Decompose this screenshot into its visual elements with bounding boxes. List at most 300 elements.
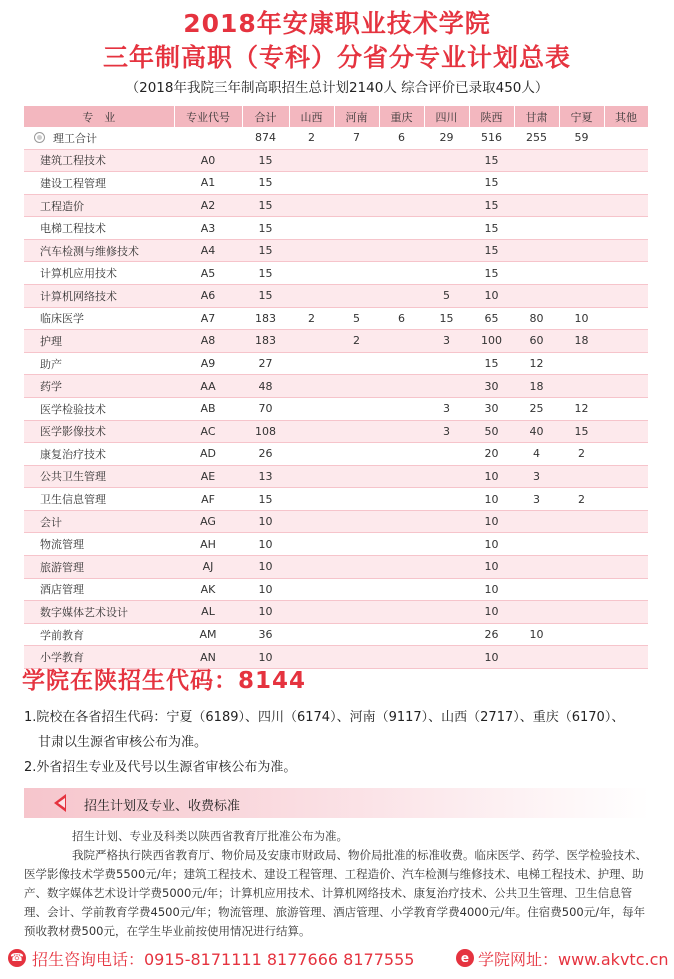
major-name-cell: 工程造价 [24,194,174,217]
major-name-cell: 临床医学 [24,307,174,330]
table-cell [289,420,334,443]
table-cell [379,555,424,578]
major-name-cell: 助产 [24,352,174,375]
table-cell [334,510,379,533]
table-cell [379,172,424,195]
table-cell [559,578,604,601]
table-cell [289,623,334,646]
table-cell: 10 [242,601,289,624]
table-row [24,601,648,624]
table-cell: 80 [514,307,559,330]
table-cell [379,262,424,285]
table-cell [514,601,559,624]
table-cell: 15 [469,217,514,240]
table-cell: 15 [242,488,289,511]
table-cell [289,262,334,285]
table-cell [424,488,469,511]
table-cell [559,623,604,646]
column-header: 甘肃 [514,106,559,127]
table-cell [604,646,648,669]
table-cell [289,465,334,488]
page-subtitle: （2018年我院三年制高职招生总计划2140人 综合评价已录取450人） [125,80,549,96]
table-cell [424,623,469,646]
table-cell: 255 [514,127,559,149]
table-row [24,488,648,511]
table-cell [604,217,648,240]
table-cell: 10 [514,623,559,646]
table-cell [424,443,469,466]
section-header-bar [24,788,650,818]
table-cell: 3 [424,397,469,420]
table-cell [289,352,334,375]
table-cell: A4 [174,239,242,262]
table-cell [289,510,334,533]
table-cell: 10 [469,601,514,624]
table-cell [334,397,379,420]
table-cell [334,172,379,195]
table-cell: 3 [424,420,469,443]
table-cell [604,578,648,601]
table-cell [424,465,469,488]
table-cell: 15 [469,239,514,262]
table-cell [379,601,424,624]
table-cell: 10 [469,488,514,511]
table-cell [334,149,379,172]
plan-table [24,106,649,669]
table-cell: 2 [559,488,604,511]
table-cell [334,646,379,669]
phone-icon: ☎ [8,949,26,967]
table-cell [424,555,469,578]
major-name-cell: 药学 [24,375,174,398]
table-cell: 3 [514,488,559,511]
website-link[interactable]: 学院网址：www.akvtc.cn [478,950,669,969]
fee-paragraph-2: 我院严格执行陕西省教育厅、物价局及安康市财政局、物价局批准的标准收费。临床医学、药学、医学检验技术、医学影像技术学费5500元/年；建筑工程技术、建设工程管理、工程造价、汽车检测与维修技术、电梯工程技术、护理、助产、数字媒体艺术设计学费5000元/年；计算机应用技术、计算机网络技术、康复治疗技术、公共卫生管理、卫生信息管理、会计、学前教育学费4500元/年；物流管理、旅游管理、酒店管理、小学教育学费4000元/年。住宿费500元/年，每年预收教材费500元，在学生毕业前按使用情况进行结算。 [24,848,647,938]
table-cell: 59 [559,127,604,149]
table-cell [334,623,379,646]
table-cell [379,330,424,353]
table-cell [379,443,424,466]
table-cell [289,194,334,217]
table-cell: 10 [469,578,514,601]
table-cell [334,217,379,240]
table-cell [604,510,648,533]
column-header: 专 业 [24,106,174,127]
table-cell: 10 [469,285,514,308]
table-cell: AD [174,443,242,466]
table-cell [559,375,604,398]
table-cell: 5 [424,285,469,308]
table-cell [514,533,559,556]
table-cell: 26 [469,623,514,646]
table-cell [604,127,648,149]
table-cell [604,307,648,330]
table-cell [604,397,648,420]
major-name-cell: 卫生信息管理 [24,488,174,511]
table-cell [559,510,604,533]
total-row [24,127,648,149]
table-cell [559,149,604,172]
table-cell [289,330,334,353]
table-cell [604,465,648,488]
table-cell [334,488,379,511]
table-cell: 25 [514,397,559,420]
table-cell: A8 [174,330,242,353]
table-cell [289,488,334,511]
table-cell [424,375,469,398]
table-cell [604,262,648,285]
table-cell: A5 [174,262,242,285]
table-cell [604,601,648,624]
table-cell: 26 [242,443,289,466]
major-name-cell: 电梯工程技术 [24,217,174,240]
table-row [24,533,648,556]
table-cell [514,646,559,669]
table-cell [514,149,559,172]
table-cell [379,239,424,262]
table-cell: 183 [242,330,289,353]
column-header: 山西 [289,106,334,127]
web-icon: e [456,949,474,967]
table-cell: AA [174,375,242,398]
table-cell [334,465,379,488]
table-cell [514,194,559,217]
radio-icon [34,132,45,143]
table-cell: AE [174,465,242,488]
table-cell [334,239,379,262]
table-cell [424,533,469,556]
table-cell [289,443,334,466]
table-cell [604,555,648,578]
table-cell [604,375,648,398]
table-cell [424,646,469,669]
table-cell: AF [174,488,242,511]
table-cell [334,443,379,466]
table-cell [604,239,648,262]
table-cell: 10 [242,578,289,601]
table-cell: 18 [559,330,604,353]
major-name-cell: 医学影像技术 [24,420,174,443]
table-cell [424,172,469,195]
table-cell [334,375,379,398]
table-cell [604,285,648,308]
table-cell: 10 [559,307,604,330]
table-cell: 15 [424,307,469,330]
table-cell [289,172,334,195]
table-cell: 7 [334,127,379,149]
table-row [24,262,648,285]
table-cell [379,578,424,601]
table-cell: 15 [469,352,514,375]
page-title-line2: 三年制高职（专科）分省分专业计划总表 [102,43,571,72]
contact-phone: 招生咨询电话：0915-8171111 8177666 8177555 [32,950,415,969]
table-cell: 65 [469,307,514,330]
table-cell [424,194,469,217]
table-row [24,217,648,240]
major-name-cell: 护理 [24,330,174,353]
table-cell [514,510,559,533]
table-cell [334,578,379,601]
table-cell: 15 [242,285,289,308]
table-cell [559,555,604,578]
table-cell: 60 [514,330,559,353]
table-cell [604,149,648,172]
table-cell [424,601,469,624]
table-row [24,623,648,646]
fee-description [24,827,650,941]
table-cell [289,375,334,398]
table-cell: 2 [559,443,604,466]
table-cell: 10 [469,533,514,556]
table-cell: 27 [242,352,289,375]
table-cell [379,533,424,556]
page-title-line1: 2018年安康职业技术学院 [183,9,491,38]
section-title: 招生计划及专业、收费标准 [84,799,241,814]
table-row [24,172,648,195]
table-cell [379,352,424,375]
table-cell [334,262,379,285]
table-cell [379,623,424,646]
fee-paragraph-1: 招生计划、专业及科类以陕西省教育厅批准公布为准。 [72,829,348,843]
table-cell: 2 [334,330,379,353]
table-cell [559,217,604,240]
table-row [24,465,648,488]
table-cell [559,285,604,308]
table-cell [559,239,604,262]
table-cell [604,194,648,217]
table-cell [559,533,604,556]
table-cell: 15 [469,149,514,172]
table-cell: 40 [514,420,559,443]
table-cell: 2 [289,127,334,149]
table-cell [604,488,648,511]
table-cell: A1 [174,172,242,195]
total-label: 理工合计 [53,131,97,145]
table-cell [379,420,424,443]
major-name-cell: 会计 [24,510,174,533]
table-cell [559,194,604,217]
table-cell: 6 [379,307,424,330]
table-cell [289,578,334,601]
table-cell: 2 [289,307,334,330]
table-cell [559,465,604,488]
table-cell: 874 [242,127,289,149]
major-name-cell: 计算机网络技术 [24,285,174,308]
table-cell: 10 [242,533,289,556]
table-cell: AM [174,623,242,646]
major-name-cell: 学前教育 [24,623,174,646]
table-cell: 5 [334,307,379,330]
major-name-cell: 汽车检测与维修技术 [24,239,174,262]
table-cell: 36 [242,623,289,646]
column-header: 四川 [424,106,469,127]
table-cell [604,330,648,353]
table-cell [379,646,424,669]
table-cell: AB [174,397,242,420]
major-name-cell: 旅游管理 [24,555,174,578]
table-cell [604,623,648,646]
table-cell: 516 [469,127,514,149]
major-name-cell: 小学教育 [24,646,174,669]
table-cell [604,533,648,556]
table-cell [604,420,648,443]
table-cell: AK [174,578,242,601]
table-row [24,443,648,466]
table-cell: 13 [242,465,289,488]
table-cell [559,646,604,669]
table-cell [379,465,424,488]
table-cell: A7 [174,307,242,330]
table-cell: 3 [514,465,559,488]
major-name-cell: 康复治疗技术 [24,443,174,466]
table-cell: 10 [469,646,514,669]
major-name-cell: 公共卫生管理 [24,465,174,488]
table-cell [424,217,469,240]
table-cell [604,352,648,375]
table-row [24,352,648,375]
table-cell [514,555,559,578]
column-header: 其他 [604,106,648,127]
table-cell [424,578,469,601]
table-cell [559,601,604,624]
table-cell [289,285,334,308]
table-cell: 10 [242,646,289,669]
column-header: 河南 [334,106,379,127]
table-cell: 15 [242,172,289,195]
table-cell [379,217,424,240]
table-cell [424,239,469,262]
table-header-row [24,106,648,127]
column-header: 重庆 [379,106,424,127]
table-cell: 10 [469,465,514,488]
table-cell: 4 [514,443,559,466]
table-cell: A3 [174,217,242,240]
table-cell: 12 [559,397,604,420]
table-cell: 15 [242,239,289,262]
major-name-cell: 物流管理 [24,533,174,556]
table-row [24,420,648,443]
table-cell: 10 [469,510,514,533]
table-cell [289,239,334,262]
table-cell [289,601,334,624]
table-cell [514,217,559,240]
table-cell: 30 [469,397,514,420]
table-cell: AG [174,510,242,533]
table-cell: 15 [469,172,514,195]
major-name-cell: 医学检验技术 [24,397,174,420]
table-cell: 183 [242,307,289,330]
major-name-cell: 酒店管理 [24,578,174,601]
table-cell: 100 [469,330,514,353]
table-row [24,239,648,262]
table-cell [289,533,334,556]
table-cell: AN [174,646,242,669]
table-cell: AH [174,533,242,556]
table-cell: 12 [514,352,559,375]
table-cell: 48 [242,375,289,398]
footer [0,946,674,976]
major-name-cell [24,127,174,149]
table-cell [174,127,242,149]
table-cell [334,352,379,375]
table-cell [334,194,379,217]
admission-code-heading: 学院在陕招生代码：8144 [22,668,307,694]
table-row [24,149,648,172]
table-cell: 6 [379,127,424,149]
table-cell: 29 [424,127,469,149]
column-header: 陕西 [469,106,514,127]
table-cell: 3 [424,330,469,353]
table-cell [379,194,424,217]
table-cell [604,443,648,466]
table-cell: AL [174,601,242,624]
table-cell: 20 [469,443,514,466]
table-cell: 50 [469,420,514,443]
table-row [24,555,648,578]
column-header: 合计 [242,106,289,127]
table-cell [424,149,469,172]
table-cell [559,172,604,195]
table-cell [424,510,469,533]
table-cell [334,285,379,308]
table-cell: AC [174,420,242,443]
table-row [24,375,648,398]
table-cell: 15 [559,420,604,443]
column-header: 宁夏 [559,106,604,127]
table-cell [379,375,424,398]
note-2: 2.外省招生专业及代号以生源省审核公布为准。 [24,760,297,775]
table-cell [604,172,648,195]
table-cell [559,352,604,375]
table-cell: A6 [174,285,242,308]
table-cell [379,285,424,308]
table-cell [559,262,604,285]
table-cell: 108 [242,420,289,443]
table-cell: 15 [242,194,289,217]
major-name-cell: 建筑工程技术 [24,149,174,172]
note-1-line2: 甘肃以生源省审核公布为准。 [38,735,208,750]
table-cell: 30 [469,375,514,398]
table-cell: 15 [242,217,289,240]
table-cell [514,285,559,308]
table-cell: 10 [469,555,514,578]
table-cell [289,217,334,240]
table-cell [424,352,469,375]
table-cell [289,555,334,578]
table-cell [514,172,559,195]
table-cell [514,262,559,285]
table-row [24,578,648,601]
table-cell: 10 [242,510,289,533]
table-cell [334,555,379,578]
table-cell [424,262,469,285]
table-cell [379,510,424,533]
table-cell: 10 [242,555,289,578]
table-cell: A0 [174,149,242,172]
table-row [24,397,648,420]
table-cell [334,420,379,443]
table-row [24,510,648,533]
table-cell [334,533,379,556]
table-cell: 70 [242,397,289,420]
table-cell: 15 [242,262,289,285]
table-cell [514,578,559,601]
table-row [24,307,648,330]
table-cell [379,149,424,172]
table-cell [514,239,559,262]
table-cell [379,397,424,420]
table-row [24,330,648,353]
